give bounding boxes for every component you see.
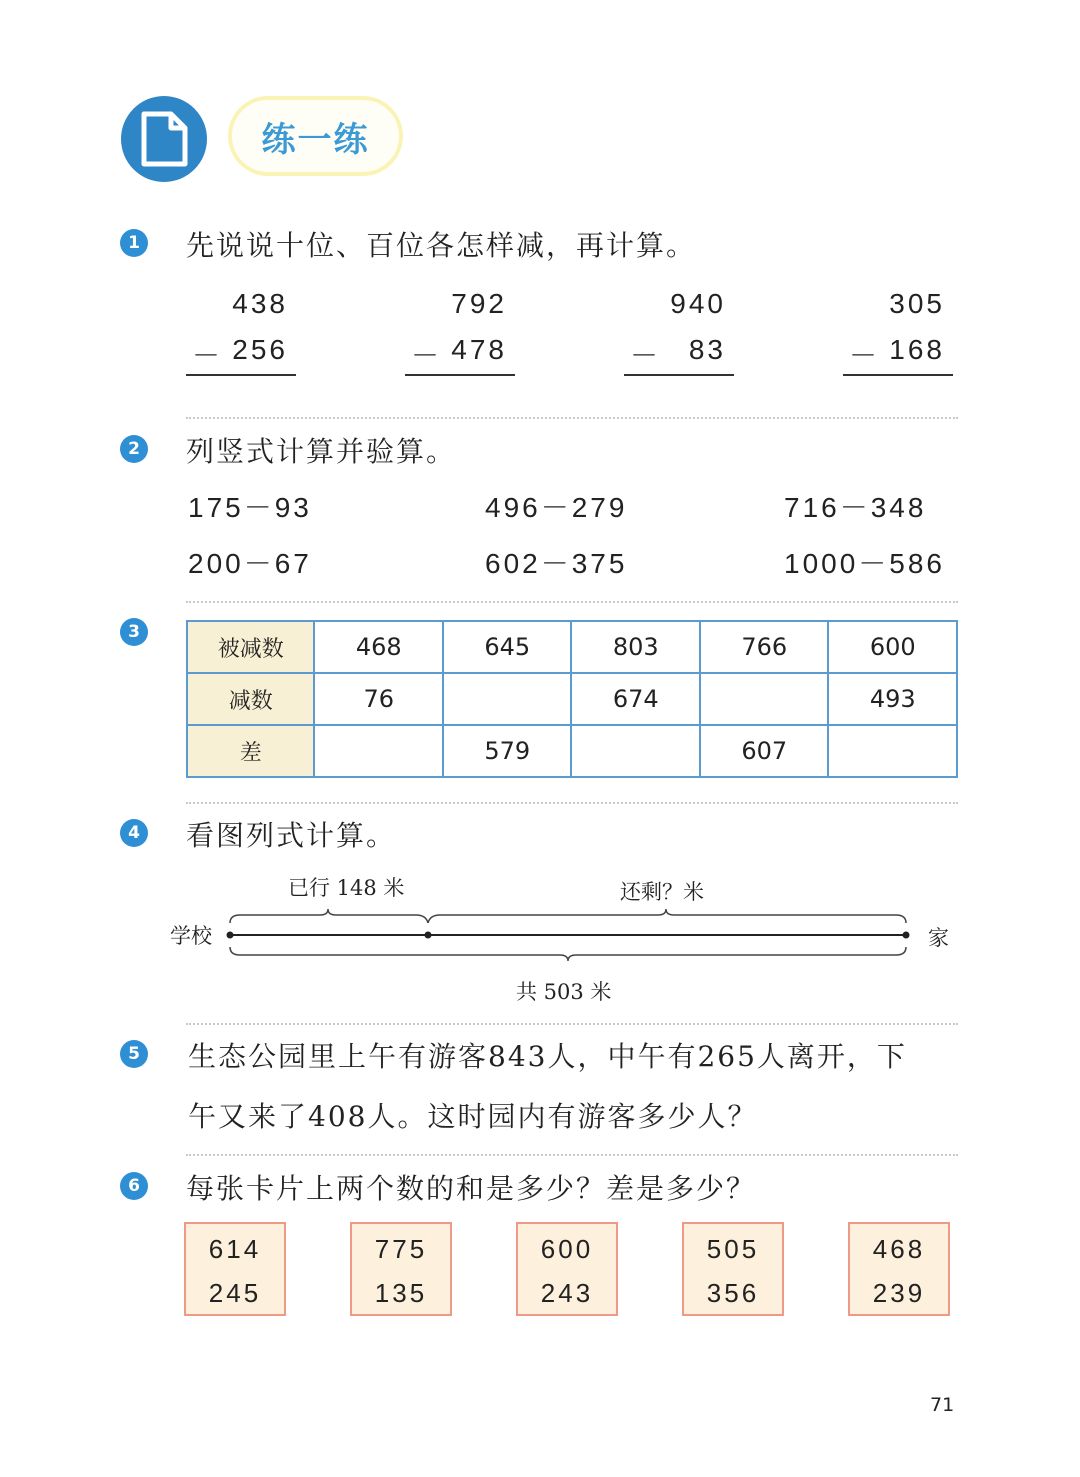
table-cell: 600 bbox=[828, 621, 957, 673]
card-number-top: 505 bbox=[706, 1234, 760, 1264]
card-number-bottom: 135 bbox=[374, 1278, 428, 1308]
number-card bbox=[184, 1222, 286, 1316]
answer-line bbox=[186, 374, 296, 376]
total-brace bbox=[230, 947, 906, 961]
card-number-top: 614 bbox=[208, 1234, 262, 1264]
table-cell bbox=[571, 725, 700, 777]
section-divider bbox=[186, 601, 958, 603]
table-cell: 468 bbox=[314, 621, 443, 673]
minus-sign: － bbox=[192, 339, 221, 372]
table-cell: 607 bbox=[700, 725, 829, 777]
question-number: 2 bbox=[120, 435, 148, 463]
question-text: 先说说十位、百位各怎样减，再计算。 bbox=[186, 229, 697, 262]
subtrahend: 168 bbox=[889, 334, 945, 365]
answer-line bbox=[843, 374, 953, 376]
row-header: 差 bbox=[187, 725, 314, 777]
card-number-top: 775 bbox=[374, 1234, 428, 1264]
row-header: 被减数 bbox=[187, 621, 314, 673]
question-text: 看图列式计算。 bbox=[186, 819, 397, 852]
table-row bbox=[187, 621, 957, 673]
question-text: 列竖式计算并验算。 bbox=[186, 435, 457, 468]
table-cell: 579 bbox=[443, 725, 572, 777]
minus-sign: － bbox=[849, 339, 878, 372]
subtrahend: 83 bbox=[688, 334, 726, 365]
table-cell: 674 bbox=[571, 673, 700, 725]
question-text: 每张卡片上两个数的和是多少？差是多少？ bbox=[186, 1172, 757, 1205]
end-label: 家 bbox=[928, 926, 949, 950]
vertical-subtraction bbox=[624, 288, 734, 378]
vertical-subtraction bbox=[186, 288, 296, 378]
table-cell: 803 bbox=[571, 621, 700, 673]
start-point bbox=[227, 932, 234, 939]
question-text-line2: 午又来了408人。这时园内有游客多少人？ bbox=[188, 1100, 758, 1133]
table-row bbox=[187, 673, 957, 725]
line-segment-diagram bbox=[220, 905, 920, 965]
vertical-subtraction bbox=[843, 288, 953, 378]
number-card bbox=[682, 1222, 784, 1316]
minuend: 940 bbox=[670, 288, 726, 319]
start-label: 学校 bbox=[170, 924, 212, 948]
traveled-label: 已行 148 米 bbox=[288, 876, 405, 900]
answer-line bbox=[624, 374, 734, 376]
minuend: 792 bbox=[451, 288, 507, 319]
table-cell bbox=[314, 725, 443, 777]
minus-sign: － bbox=[630, 339, 659, 372]
remaining-brace bbox=[428, 909, 906, 923]
subtraction-table bbox=[186, 620, 958, 778]
card-number-bottom: 245 bbox=[208, 1278, 262, 1308]
card-number-top: 468 bbox=[872, 1234, 926, 1264]
expression: 200－67 bbox=[188, 548, 312, 579]
question-number: 5 bbox=[120, 1040, 148, 1068]
table-cell bbox=[443, 673, 572, 725]
expression: 496－279 bbox=[485, 492, 628, 523]
card-number-bottom: 239 bbox=[872, 1278, 926, 1308]
table-cell: 493 bbox=[828, 673, 957, 725]
vertical-subtraction bbox=[405, 288, 515, 378]
question-number: 3 bbox=[120, 618, 148, 646]
table-cell: 645 bbox=[443, 621, 572, 673]
card-number-bottom: 243 bbox=[540, 1278, 594, 1308]
card-number-bottom: 356 bbox=[706, 1278, 760, 1308]
section-divider bbox=[186, 802, 958, 804]
table-cell bbox=[828, 725, 957, 777]
question-number: 4 bbox=[120, 819, 148, 847]
section-title: 练一练 bbox=[261, 119, 370, 160]
minuend: 305 bbox=[889, 288, 945, 319]
table-cell: 76 bbox=[314, 673, 443, 725]
question-text-line1: 生态公园里上午有游客843人，中午有265人离开，下 bbox=[188, 1040, 907, 1073]
table-cell: 766 bbox=[700, 621, 829, 673]
expression: 175－93 bbox=[188, 492, 312, 523]
subtrahend: 256 bbox=[232, 334, 288, 365]
minuend: 438 bbox=[232, 288, 288, 319]
expression: 716－348 bbox=[784, 492, 927, 523]
minus-sign: － bbox=[411, 339, 440, 372]
expression: 1000－586 bbox=[784, 548, 946, 579]
remaining-label: 还剩？米 bbox=[620, 880, 704, 904]
table-row bbox=[187, 725, 957, 777]
section-divider bbox=[186, 417, 958, 419]
expression: 602－375 bbox=[485, 548, 628, 579]
question-number: 1 bbox=[120, 229, 148, 257]
section-divider bbox=[186, 1154, 958, 1156]
table-cell bbox=[700, 673, 829, 725]
total-label: 共 503 米 bbox=[516, 980, 612, 1004]
number-card bbox=[350, 1222, 452, 1316]
number-card bbox=[848, 1222, 950, 1316]
section-divider bbox=[186, 1023, 958, 1025]
traveled-brace bbox=[230, 909, 428, 923]
question-number: 6 bbox=[120, 1172, 148, 1200]
page-number: 71 bbox=[930, 1394, 955, 1416]
document-icon bbox=[121, 96, 207, 182]
row-header: 减数 bbox=[187, 673, 314, 725]
mid-point bbox=[425, 932, 432, 939]
number-card bbox=[516, 1222, 618, 1316]
end-point bbox=[903, 932, 910, 939]
answer-line bbox=[405, 374, 515, 376]
subtrahend: 478 bbox=[451, 334, 507, 365]
card-number-top: 600 bbox=[540, 1234, 594, 1264]
section-title-badge bbox=[228, 96, 403, 176]
